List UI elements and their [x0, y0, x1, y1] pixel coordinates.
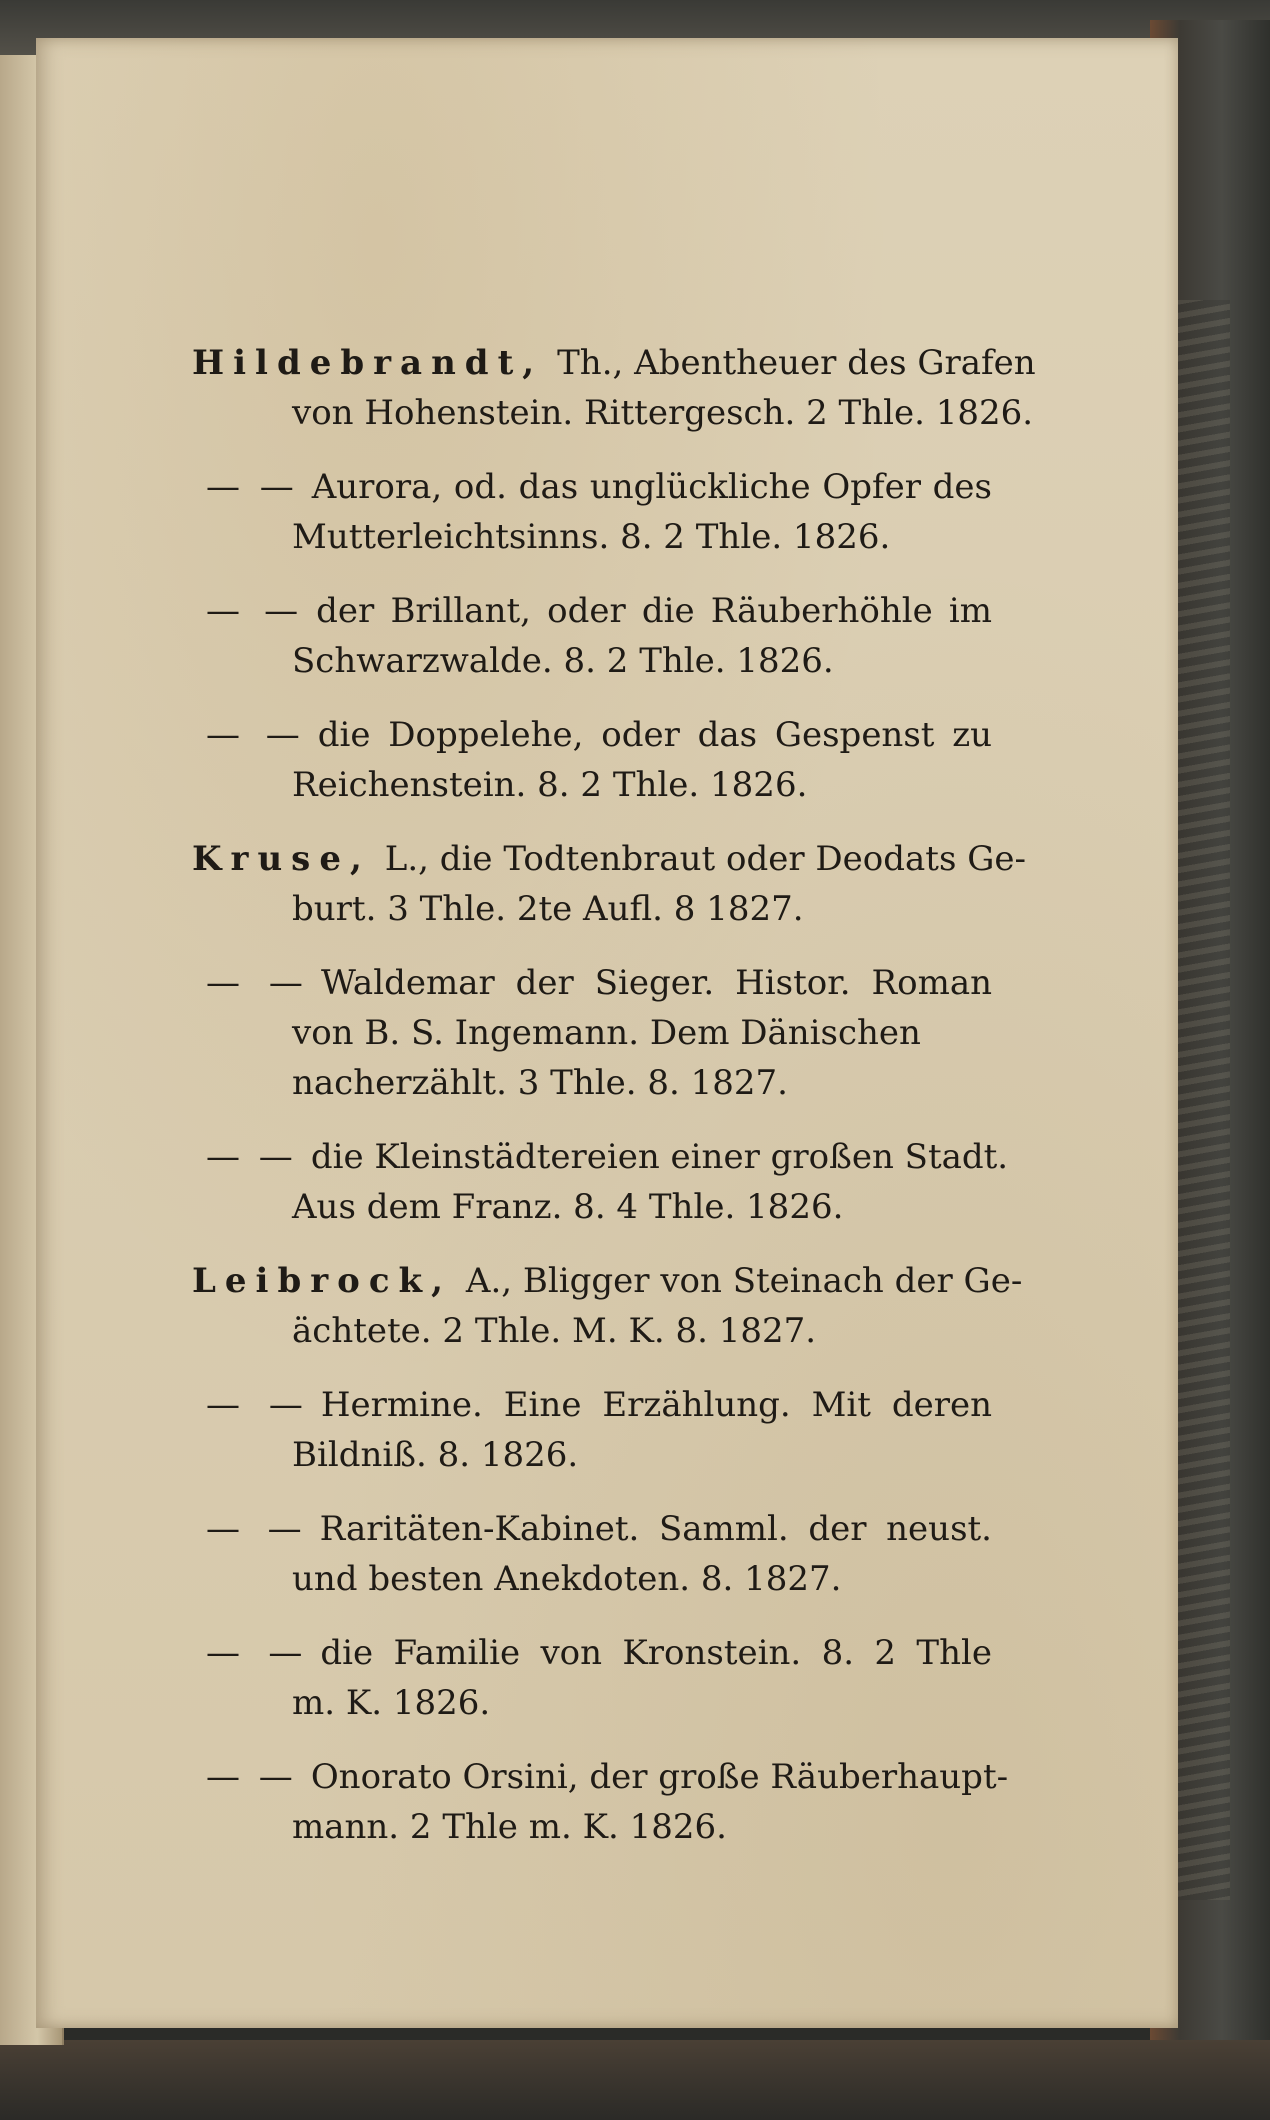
entry-first-line	[192, 1132, 1009, 1182]
ditto-dash: — —	[206, 467, 298, 507]
entry-text: Aus dem Franz. 8. 4 Thle. 1826.	[292, 1187, 844, 1227]
entry-text: nacherzählt. 3 Thle. 8. 1827.	[292, 1063, 788, 1103]
ditto-dash: — —	[206, 963, 307, 1003]
entry-text: Raritäten-Kabinet. Samml. der neust.	[319, 1509, 992, 1549]
entry-text: die Familie von Kronstein. 8. 2 Thle	[320, 1633, 992, 1673]
catalog-entry	[192, 1752, 1009, 1852]
entry-text: L., die Todtenbraut oder Deodats Ge-	[384, 839, 1026, 879]
entry-text: Reichenstein. 8. 2 Thle. 1826.	[292, 765, 808, 805]
entry-first-line	[192, 1504, 992, 1554]
entry-text: Onorato Orsini, der große Räuberhaupt-	[310, 1757, 1009, 1797]
catalog-entry	[192, 1628, 992, 1728]
entry-first-line	[192, 586, 992, 636]
book-page	[36, 38, 1178, 2028]
entry-continuation-line	[192, 1182, 992, 1232]
ditto-dash: — —	[206, 1385, 307, 1425]
entry-first-line	[192, 958, 992, 1008]
catalog-entry	[192, 1132, 1009, 1232]
entry-text: Aurora, od. das unglückliche Opfer des	[311, 467, 992, 507]
entry-first-line	[192, 834, 1026, 884]
ditto-dash: — —	[206, 1509, 306, 1549]
catalog-entry	[192, 958, 992, 1108]
entry-text: Waldemar der Sieger. Histor. Roman	[320, 963, 992, 1003]
entry-continuation-line	[192, 388, 1034, 438]
entry-first-line	[192, 1752, 1009, 1802]
entry-text: mann. 2 Thle m. K. 1826.	[292, 1807, 727, 1847]
entry-first-line	[192, 710, 992, 760]
entry-text: Th., Abentheuer des Grafen	[557, 343, 1036, 383]
entry-text: von Hohenstein. Rittergesch. 2 Thle. 1826.	[292, 393, 1034, 433]
catalog-entry	[192, 710, 992, 810]
entry-continuation-line	[192, 884, 992, 934]
entry-text: von B. S. Ingemann. Dem Dänischen	[292, 1013, 921, 1053]
entry-text: ächtete. 2 Thle. M. K. 8. 1827.	[292, 1311, 817, 1351]
entry-first-line	[192, 462, 992, 512]
entry-first-line	[192, 338, 1036, 388]
ditto-dash: — —	[206, 591, 303, 631]
entry-continuation-line	[192, 1058, 992, 1108]
catalog-entry	[192, 834, 1026, 934]
author-name: Leibrock,	[192, 1261, 452, 1301]
entry-continuation-line	[192, 1678, 992, 1728]
catalog-entry	[192, 1504, 992, 1604]
catalog-entry	[192, 586, 992, 686]
entry-text: Hermine. Eine Erzählung. Mit deren	[320, 1385, 993, 1425]
cover-texture	[1170, 300, 1230, 1900]
entry-first-line	[192, 1628, 992, 1678]
entry-text: die Doppelehe, oder das Gespenst zu	[317, 715, 993, 755]
catalog-entries	[192, 338, 1036, 1876]
ditto-dash: — —	[206, 1137, 297, 1177]
entry-continuation-line	[192, 1554, 992, 1604]
catalog-entry	[192, 1380, 992, 1480]
ditto-dash: — —	[206, 1633, 307, 1673]
entry-text: der Brillant, oder die Räuberhöhle im	[316, 591, 992, 631]
catalog-entry	[192, 462, 992, 562]
entry-continuation-line	[192, 1008, 992, 1058]
entry-first-line	[192, 1380, 992, 1430]
entry-text: die Kleinstädtereien einer großen Stadt.	[310, 1137, 1009, 1177]
entry-continuation-line	[192, 1306, 992, 1356]
author-name: Hildebrandt,	[192, 343, 544, 383]
entry-text: Mutterleichtsinns. 8. 2 Thle. 1826.	[292, 517, 891, 557]
entry-text: m. K. 1826.	[292, 1683, 491, 1723]
entry-continuation-line	[192, 512, 992, 562]
entry-text: A., Bligger von Steinach der Ge-	[465, 1261, 1023, 1301]
entry-text: und besten Anekdoten. 8. 1827.	[292, 1559, 842, 1599]
catalog-entry	[192, 1256, 1023, 1356]
book-cover-bottom	[0, 2040, 1270, 2120]
catalog-entry	[192, 338, 1036, 438]
entry-continuation-line	[192, 760, 992, 810]
entry-text: Schwarzwalde. 8. 2 Thle. 1826.	[292, 641, 834, 681]
entry-continuation-line	[192, 1802, 992, 1852]
entry-text: Bildniß. 8. 1826.	[292, 1435, 579, 1475]
entry-continuation-line	[192, 636, 992, 686]
entry-continuation-line	[192, 1430, 992, 1480]
author-name: Kruse,	[192, 839, 371, 879]
entry-first-line	[192, 1256, 1023, 1306]
ditto-dash: — —	[206, 1757, 297, 1797]
entry-text: burt. 3 Thle. 2te Aufl. 8 1827.	[292, 889, 804, 929]
ditto-dash: — —	[206, 715, 304, 755]
